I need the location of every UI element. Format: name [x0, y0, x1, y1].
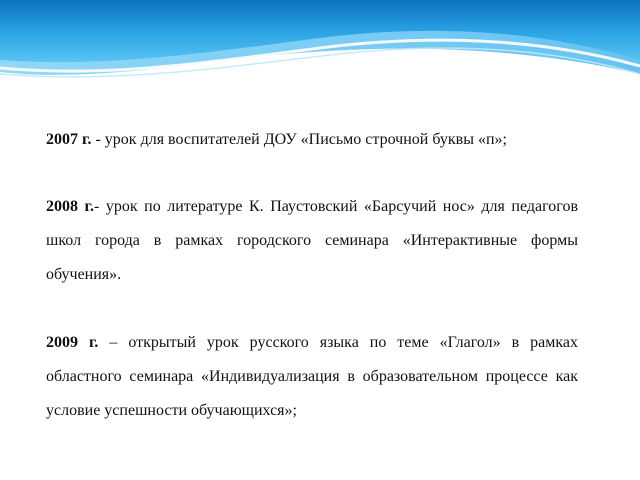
entry-2009: [46, 326, 578, 428]
entry-text: - урок по литературе К. Паустовский «Барсучий нос» для педагогов школ города в рамках городского семинара «Интерактивные формы обучения».: [46, 198, 578, 283]
entry-year: 2008 г.: [46, 198, 94, 215]
header-wave-decoration: [0, 0, 640, 110]
entry-2007: [46, 124, 578, 156]
entry-text: – открытый урок русского языка по теме «Глагол» в рамках областного семинара «Индивидуализация в образовательном процессе как условие успешности обучающихся»;: [46, 334, 578, 419]
entry-year: 2009 г.: [46, 334, 99, 351]
entry-2008: [46, 190, 578, 292]
content-area: [46, 124, 578, 428]
entry-text: - урок для воспитателей ДОУ «Письмо строчной буквы «п»;: [91, 131, 507, 148]
entry-year: 2007 г.: [46, 131, 92, 148]
